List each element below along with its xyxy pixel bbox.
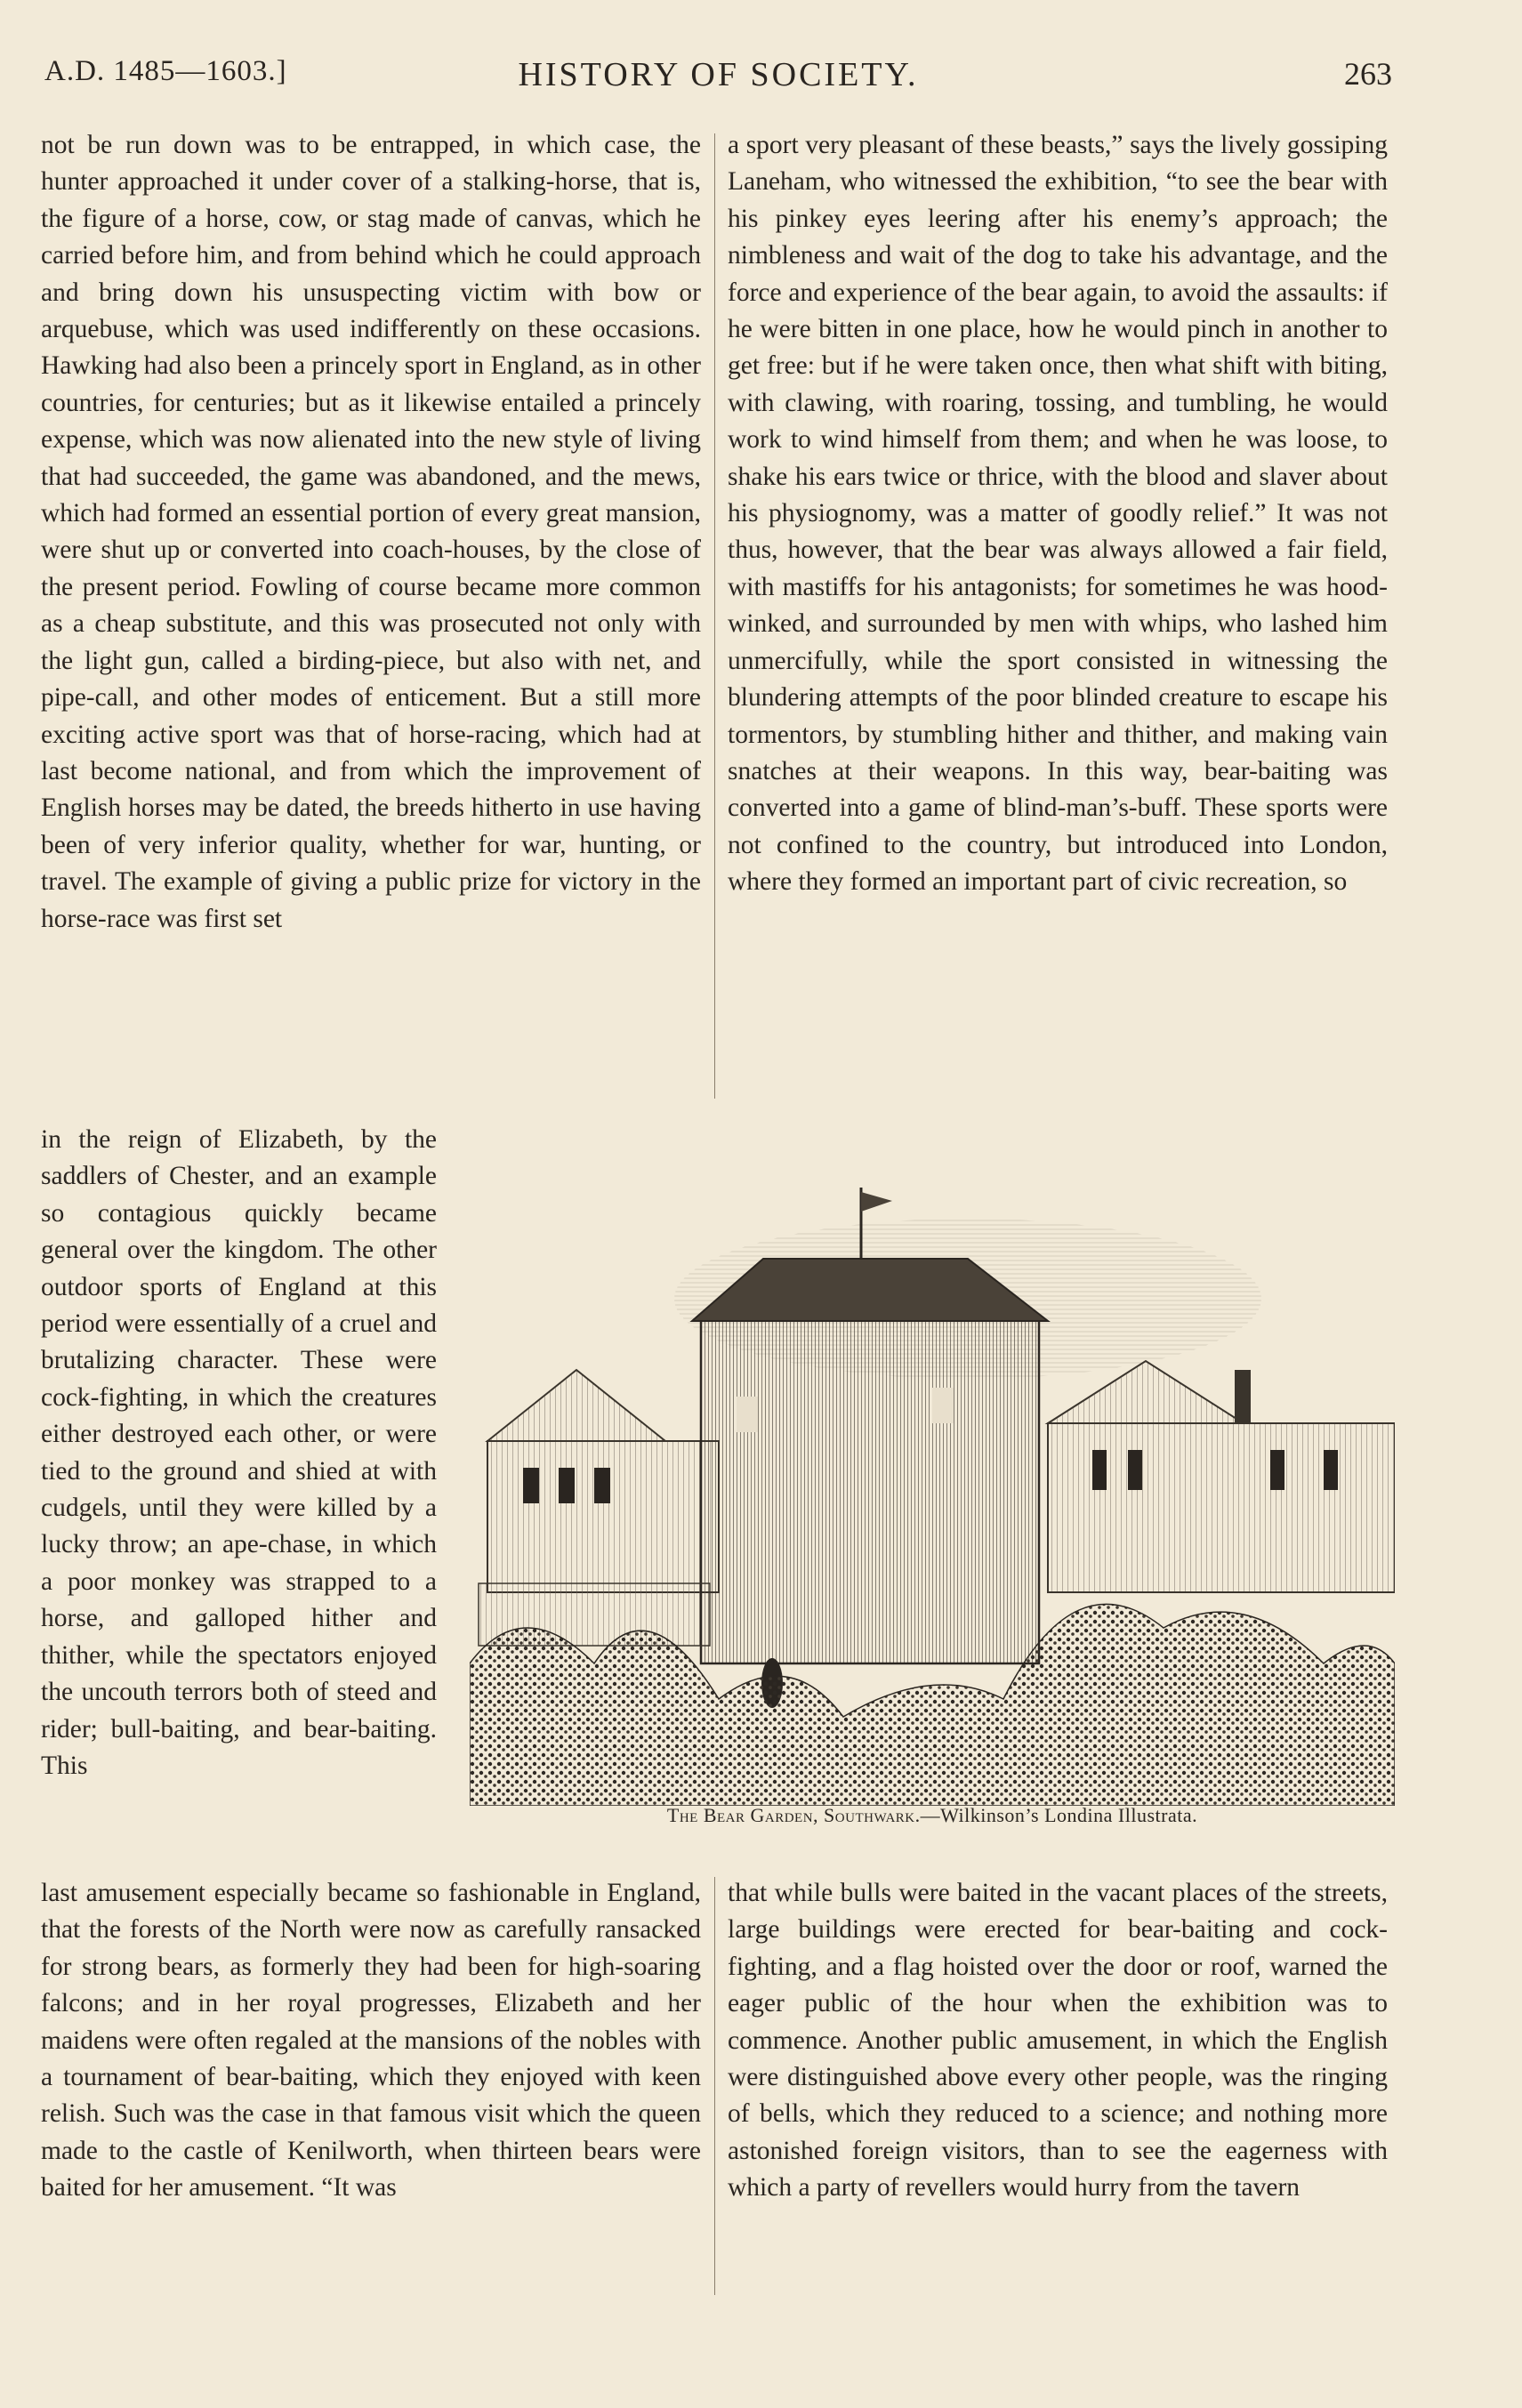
window xyxy=(559,1468,575,1503)
engraving-bear-garden xyxy=(470,1165,1395,1815)
header-title: HISTORY OF SOCIETY. xyxy=(518,56,919,93)
paragraph-left-bottom: last amusement especially became so fashionable in England, that the forests of the North were now as carefully ransacked for strong bears, as formerly they had been for high-soaring falcons; and in her royal progresses, Elizabeth and her maidens were often regaled at the mansions of the nobles with a tournament of bear-baiting, which they enjoyed with keen relish. Such was the case in that famous visit which the queen made to the castle of Kenilworth, when thirteen bears were baited for her amusement. “It was xyxy=(41,1879,701,2203)
paragraph-right-bottom: that while bulls were baited in the vacant places of the streets, large buildings were erected for bear-baiting and cock-fighting, and a flag hoisted over the door or roof, warned the eager public of the hour when the exhibition was to commence. Another public amusement, in which the English were distinguished above every other people, was the ringing of bells, which they reduced to a science; and nothing more astonished foreign visitors, than to see the eagerness with which a party of revellers would hurry from the tavern xyxy=(728,1879,1388,2203)
right-houses xyxy=(1048,1423,1395,1592)
left-house xyxy=(487,1441,719,1592)
flag xyxy=(861,1192,892,1212)
right-column-bottom xyxy=(728,1875,1388,2207)
running-header xyxy=(44,55,1392,105)
left-column-bottom xyxy=(41,1875,701,2207)
figure-caption xyxy=(470,1804,1395,1827)
window xyxy=(1092,1450,1107,1490)
header-date-range: A.D. 1485—1603.] xyxy=(44,55,287,87)
paragraph-left-top: not be run down was to be entrapped, in which case, the hunter approached it under cover of a stalking-horse, that is, the figure of a horse, cow, or stag made of canvas, which he carried before him, and from behind which he could approach and bring down his unsuspecting victim with bow or arquebuse, which was used indifferently on these occasions. Hawking had also been a princely sport in England, as in other countries, for centuries; but as it likewise entailed a princely expense, which was now alienated into the new style of living that had succeeded, the game was abandoned, and the mews, which had formed an essential portion of every great mansion, were shut up or converted into coach-houses, by the close of the present period. Fowling of course became more common as a cheap substitute, and this was prosecuted not only with the light gun, called a birding-piece, but also with net, and pipe-call, and other modes of enticement. But a still more exciting active sport was that of horse-racing, which had at last become national, and from which the improvement of English horses may be dated, the breeds hitherto in use having been of very inferior quality, whether for war, hunting, or travel. The example of giving a public prize for victory in the horse-race was first set xyxy=(41,131,701,933)
paragraph-left-wrap: in the reign of Elizabeth, by the saddlers of Chester, and an example so contagious quickly became general over the kingdom. The other outdoor sports of England at this period were essentially of a cruel and brutalizing character. These were cock-fighting, in which the creatures either destroyed each other, or were tied to the ground and shied at with cudgels, until they were killed by a lucky throw; an ape-chase, in which a poor monkey was strapped to a horse, and galloped hither and thither, while the spectators enjoyed the uncouth terrors both of steed and rider; bull-baiting, and bear-baiting. This xyxy=(41,1125,437,1780)
caption-title: The Bear Garden, Southwark. xyxy=(666,1804,921,1826)
column-divider-bottom xyxy=(714,1877,715,2295)
left-house-roof xyxy=(487,1370,665,1441)
tower-window xyxy=(737,1397,758,1432)
right-column-top xyxy=(728,127,1388,901)
window xyxy=(1128,1450,1142,1490)
window xyxy=(594,1468,610,1503)
caption-source: —Wilkinson’s Londina Illustrata. xyxy=(920,1804,1198,1826)
window xyxy=(1270,1450,1284,1490)
column-divider-top xyxy=(714,133,715,1099)
left-column-top xyxy=(41,127,701,938)
left-column-wrap xyxy=(41,1122,437,1784)
paragraph-right-top: a sport very pleasant of these beasts,” says the lively gossiping Laneham, who witnessed the exhibition, “to see the bear with his pinkey eyes leering after his enemy’s approach; the nimbleness and wait of the dog to take his advantage, and the force and experience of the bear again, to avoid the assaults: if he were bitten in one place, how he would pinch in another to get free: but if he were taken once, then what shift with biting, with clawing, with roaring, tossing, and tumbling, he would work to wind himself from them; and when he was loose, to shake his ears twice or thrice, with the blood and slaver about his physiognomy, was a matter of goodly relief.” It was not thus, however, that the bear was always allowed a fair field, with mastiffs for his antagonists; for sometimes he was hood-winked, and surrounded by men with whips, who lashed him unmercifully, while the sport consisted in witnessing the blundering attempts of the poor blinded creature to escape his tormentors, by stumbling hither and thither, and making vain snatches at their weapons. In this way, bear-baiting was converted into a game of blind-man’s-buff. These sports were not confined to the country, but introduced into London, where they formed an important part of civic recreation, so xyxy=(728,131,1388,897)
page-number: 263 xyxy=(1344,56,1392,92)
engraving-illustration xyxy=(470,1165,1395,1806)
window xyxy=(1324,1450,1338,1490)
chimney xyxy=(1235,1370,1251,1423)
bear-garden-building xyxy=(701,1272,1039,1663)
window xyxy=(523,1468,539,1503)
tower-window xyxy=(932,1388,954,1423)
